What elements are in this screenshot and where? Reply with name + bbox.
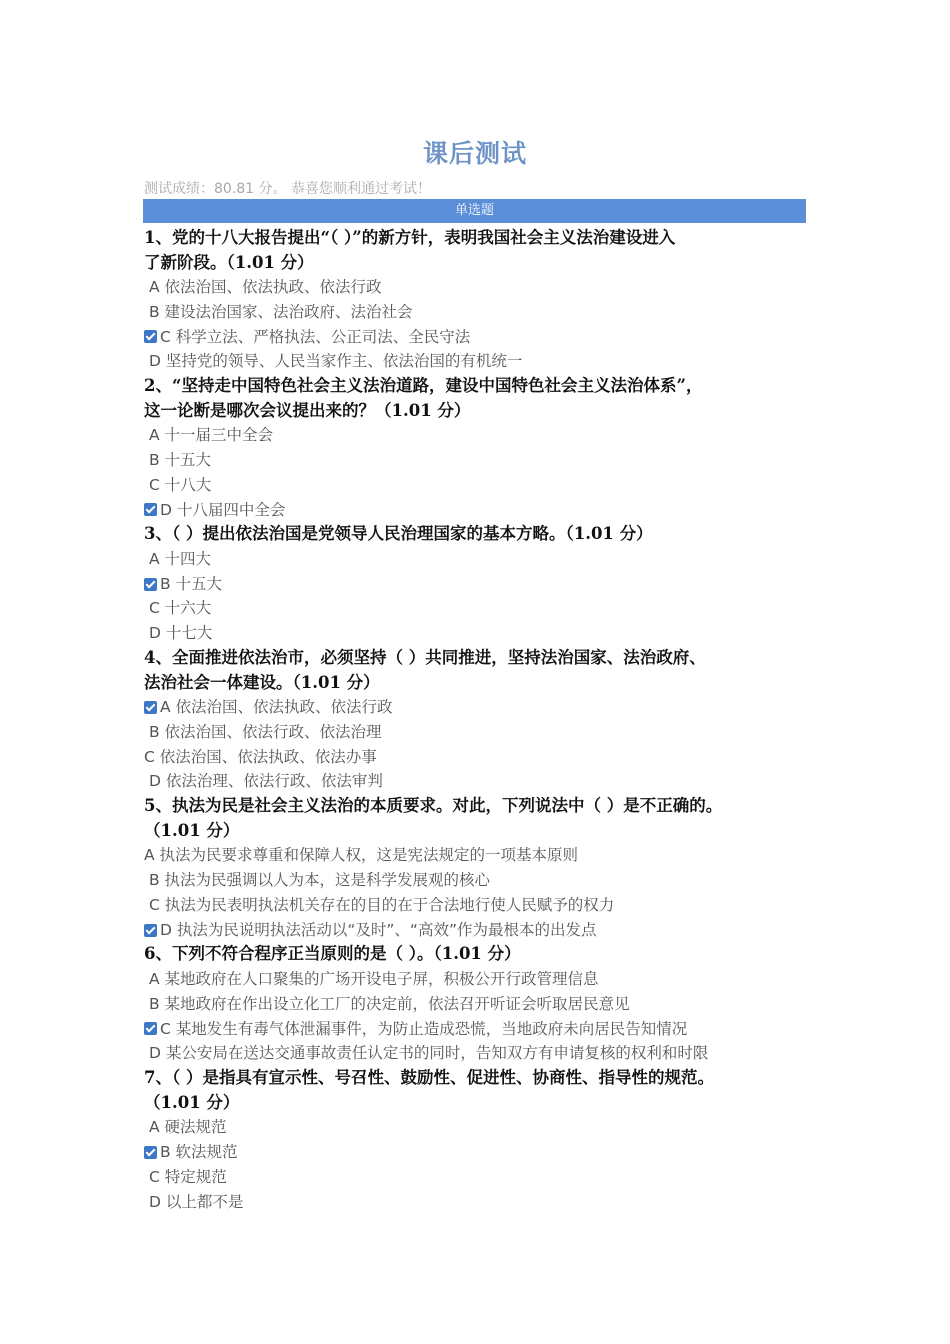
question-block [144, 794, 834, 942]
question-title: 2、“坚持走中国特色社会主义法治道路，建设中国特色社会主义法治体系”， [144, 376, 703, 396]
answer-option[interactable] [144, 843, 834, 868]
checkbox-checked-icon[interactable] [144, 578, 157, 591]
answer-option-label: A 十四大 [149, 549, 212, 568]
answer-option-label: D 依法治理、依法行政、依法审判 [149, 772, 383, 791]
checkbox-checked-icon[interactable] [144, 701, 157, 714]
answer-option[interactable] [144, 498, 834, 523]
question-block [144, 1066, 834, 1214]
answer-option[interactable] [144, 621, 834, 646]
question-title: （1.01 分） [144, 820, 240, 840]
answer-option[interactable] [144, 918, 834, 943]
question-title: 5、执法为民是社会主义法治的本质要求。对此，下列说法中（ ）是不正确的。 [144, 796, 723, 816]
answer-option[interactable] [144, 1140, 834, 1165]
answer-option-label: B 执法为民强调以人为本，这是科学发展观的核心 [149, 871, 491, 890]
answer-option[interactable] [144, 596, 834, 621]
answer-option[interactable] [144, 1017, 834, 1042]
answer-option-label: B 建设法治国家、法治政府、法治社会 [149, 302, 413, 321]
answer-option-label: B 依法治国、依法行政、依法治理 [149, 722, 382, 741]
question-title: 了新阶段。（1.01 分） [144, 252, 314, 272]
question-title: （1.01 分） [144, 1092, 240, 1112]
answer-option-label: D 坚持党的领导、人民当家作主、依法治国的有机统一 [149, 352, 523, 371]
checkbox-checked-icon[interactable] [144, 330, 157, 343]
answer-option[interactable] [144, 893, 834, 918]
question-title: 4、全面推进依法治市，必须坚持（ ）共同推进，坚持法治国家、法治政府、 [144, 648, 706, 668]
answer-option-label: B 十五大 [160, 574, 223, 593]
answer-option[interactable] [144, 300, 834, 325]
answer-option-label: D 十八届四中全会 [160, 500, 286, 519]
answer-option-label: D 十七大 [149, 624, 213, 643]
question-title: 这一论断是哪次会议提出来的？（1.01 分） [144, 400, 471, 420]
question-title: 3、（ ）提出依法治国是党领导人民治理国家的基本方略。（1.01 分） [144, 524, 653, 544]
answer-option-label: B 某地政府在作出设立化工厂的决定前，依法召开听证会听取居民意见 [149, 994, 630, 1013]
answer-option[interactable] [144, 720, 834, 745]
answer-option-label: A 十一届三中全会 [149, 426, 274, 445]
answer-option[interactable] [144, 448, 834, 473]
answer-option-label: C 十六大 [149, 599, 212, 618]
question-title: 6、下列不符合程序正当原则的是（ ）。（1.01 分） [144, 944, 521, 964]
answer-option[interactable] [144, 745, 834, 770]
answer-option[interactable] [144, 1115, 834, 1140]
question-list [144, 226, 834, 1214]
answer-option-label: A 依法治国、依法执政、依法行政 [149, 278, 382, 296]
answer-option[interactable] [144, 572, 834, 597]
checkbox-checked-icon[interactable] [144, 924, 157, 937]
answer-option-label: A 硬法规范 [149, 1118, 227, 1137]
answer-option[interactable] [144, 349, 834, 374]
question-block [144, 646, 834, 794]
answer-option-label: C 十八大 [149, 475, 212, 494]
answer-option[interactable] [144, 423, 834, 448]
answer-option-label: C 执法为民表明执法机关存在的目的在于合法地行使人民赋予的权力 [149, 895, 615, 914]
answer-option-label: A 某地政府在人口聚集的广场开设电子屏，积极公开行政管理信息 [149, 969, 599, 988]
question-block [144, 374, 834, 522]
answer-option[interactable] [144, 769, 834, 794]
answer-option-label: C 特定规范 [149, 1167, 227, 1186]
page-title: 课后测试 [422, 139, 527, 168]
checkbox-checked-icon[interactable] [144, 503, 157, 516]
question-title: 1、党的十八大报告提出“（ ）”的新方针，表明我国社会主义法治建设进入 [144, 228, 676, 247]
answer-option[interactable] [144, 868, 834, 893]
answer-option[interactable] [144, 992, 834, 1017]
question-title: 法治社会一体建设。（1.01 分） [144, 672, 380, 692]
answer-option-label: C 科学立法、严格执法、公正司法、全民守法 [160, 327, 471, 346]
question-title: 7、（ ）是指具有宣示性、号召性、鼓励性、促进性、协商性、指导性的规范。 [144, 1068, 714, 1088]
question-block [144, 226, 834, 374]
answer-option[interactable] [144, 967, 834, 992]
checkbox-checked-icon[interactable] [144, 1022, 157, 1035]
score-text: 测试成绩：80.81 分。 恭喜您顺利通过考试！ [144, 181, 431, 197]
section-header: 单选题 [143, 199, 806, 223]
answer-option[interactable] [144, 325, 834, 350]
answer-option-label: A 依法治国、依法执政、依法行政 [160, 698, 393, 717]
answer-option-label: C 依法治国、依法执政、依法办事 [144, 747, 377, 766]
answer-option-label: A 执法为民要求尊重和保障人权，这是宪法规定的一项基本原则 [144, 846, 579, 865]
answer-option-label: B 十五大 [149, 450, 212, 469]
answer-option-label: B 软法规范 [160, 1142, 238, 1161]
answer-option[interactable] [144, 1041, 834, 1066]
answer-option-label: D 某公安局在送达交通事故责任认定书的同时，告知双方有申请复核的权利和时限 [149, 1044, 709, 1063]
checkbox-checked-icon[interactable] [144, 1146, 157, 1159]
answer-option-label: C 某地发生有毒气体泄漏事件，为防止造成恐慌，当地政府未向居民告知情况 [160, 1019, 688, 1038]
answer-option[interactable] [144, 1165, 834, 1190]
question-block [144, 522, 834, 646]
answer-option-label: D 以上都不是 [149, 1192, 244, 1211]
question-block [144, 942, 834, 1066]
answer-option[interactable] [144, 547, 834, 572]
answer-option[interactable] [144, 1190, 834, 1215]
answer-option-label: D 执法为民说明执法活动以“及时”、“高效”作为最根本的出发点 [160, 920, 597, 939]
answer-option[interactable] [144, 473, 834, 498]
answer-option[interactable] [144, 275, 834, 300]
answer-option[interactable] [144, 695, 834, 720]
